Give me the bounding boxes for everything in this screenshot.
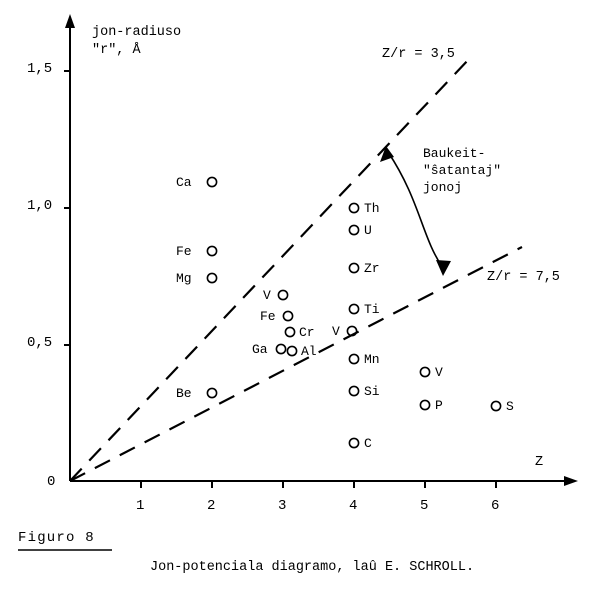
annotation-arrow-head-top (380, 146, 394, 162)
annotation-line-3: jonoj (423, 180, 463, 195)
x-axis-arrow (564, 476, 578, 486)
reference-line-z-r-7-5 (70, 247, 522, 481)
point-label-fe-mid: Fe (260, 309, 276, 324)
x-tick-label-6: 6 (491, 498, 500, 514)
point-label-s: S (506, 399, 514, 414)
point-label-cr: Cr (299, 325, 315, 340)
point-label-ca: Ca (176, 175, 192, 190)
point-label-th: Th (364, 201, 380, 216)
y-tick-label-0-5: 0,5 (27, 335, 53, 351)
point-th (349, 203, 358, 212)
point-ti (349, 304, 358, 313)
point-u (349, 225, 358, 234)
point-al (287, 346, 296, 355)
reference-line-label-3-5: Z/r = 3,5 (382, 47, 455, 62)
x-tick-label-3: 3 (278, 498, 287, 514)
y-tick-label-0: 0 (47, 474, 56, 490)
point-label-mg: Mg (176, 271, 192, 286)
data-points (207, 177, 500, 447)
point-label-v-left: V (263, 288, 271, 303)
x-tick-label-1: 1 (136, 498, 145, 514)
y-tick-label-1-0: 1,0 (27, 198, 53, 214)
y-axis-arrow (65, 14, 75, 28)
point-p (420, 400, 429, 409)
y-axis-title-line1: jon-radiuso (92, 25, 182, 40)
figure-caption: Jon-potenciala diagramo, laû E. SCHROLL. (150, 560, 475, 575)
point-ca (207, 177, 216, 186)
point-label-u: U (364, 223, 372, 238)
point-label-fe-left: Fe (176, 244, 192, 259)
point-label-al: Al (301, 344, 317, 359)
y-axis-title-line2: "r", Å (92, 43, 141, 58)
point-v-right (420, 367, 429, 376)
point-fe-mid (283, 311, 292, 320)
point-label-zr: Zr (364, 261, 380, 276)
x-tick-label-5: 5 (420, 498, 429, 514)
point-mn (349, 354, 358, 363)
point-cr (285, 327, 294, 336)
point-ga (276, 344, 285, 353)
point-s (491, 401, 500, 410)
point-label-v-right: V (435, 365, 443, 380)
point-c (349, 438, 358, 447)
annotation-arrow-head-bottom (436, 260, 451, 276)
point-mg (207, 273, 216, 282)
reference-line-label-7-5: Z/r = 7,5 (487, 270, 560, 285)
annotation-line-1: Baukeit- (423, 146, 486, 161)
point-label-be: Be (176, 386, 192, 401)
point-label-c: C (364, 436, 372, 451)
y-tick-label-1-5: 1,5 (27, 61, 53, 77)
point-fe-left (207, 246, 216, 255)
annotation-line-2: "ŝatantaj" (423, 163, 502, 178)
x-axis-title: Z (535, 455, 544, 470)
point-label-mn: Mn (364, 352, 380, 367)
point-label-ga: Ga (252, 342, 268, 357)
point-label-p: P (435, 398, 443, 413)
reference-line-z-r-3-5 (70, 58, 470, 481)
x-tick-label-4: 4 (349, 498, 358, 514)
point-v-left (278, 290, 287, 299)
point-si (349, 386, 358, 395)
point-zr (349, 263, 358, 272)
point-label-v-mid: V (332, 324, 340, 339)
point-label-si: Si (364, 384, 380, 399)
x-tick-label-2: 2 (207, 498, 216, 514)
point-label-ti: Ti (364, 302, 380, 317)
point-be (207, 388, 216, 397)
figure-label: Figuro 8 (18, 530, 95, 546)
